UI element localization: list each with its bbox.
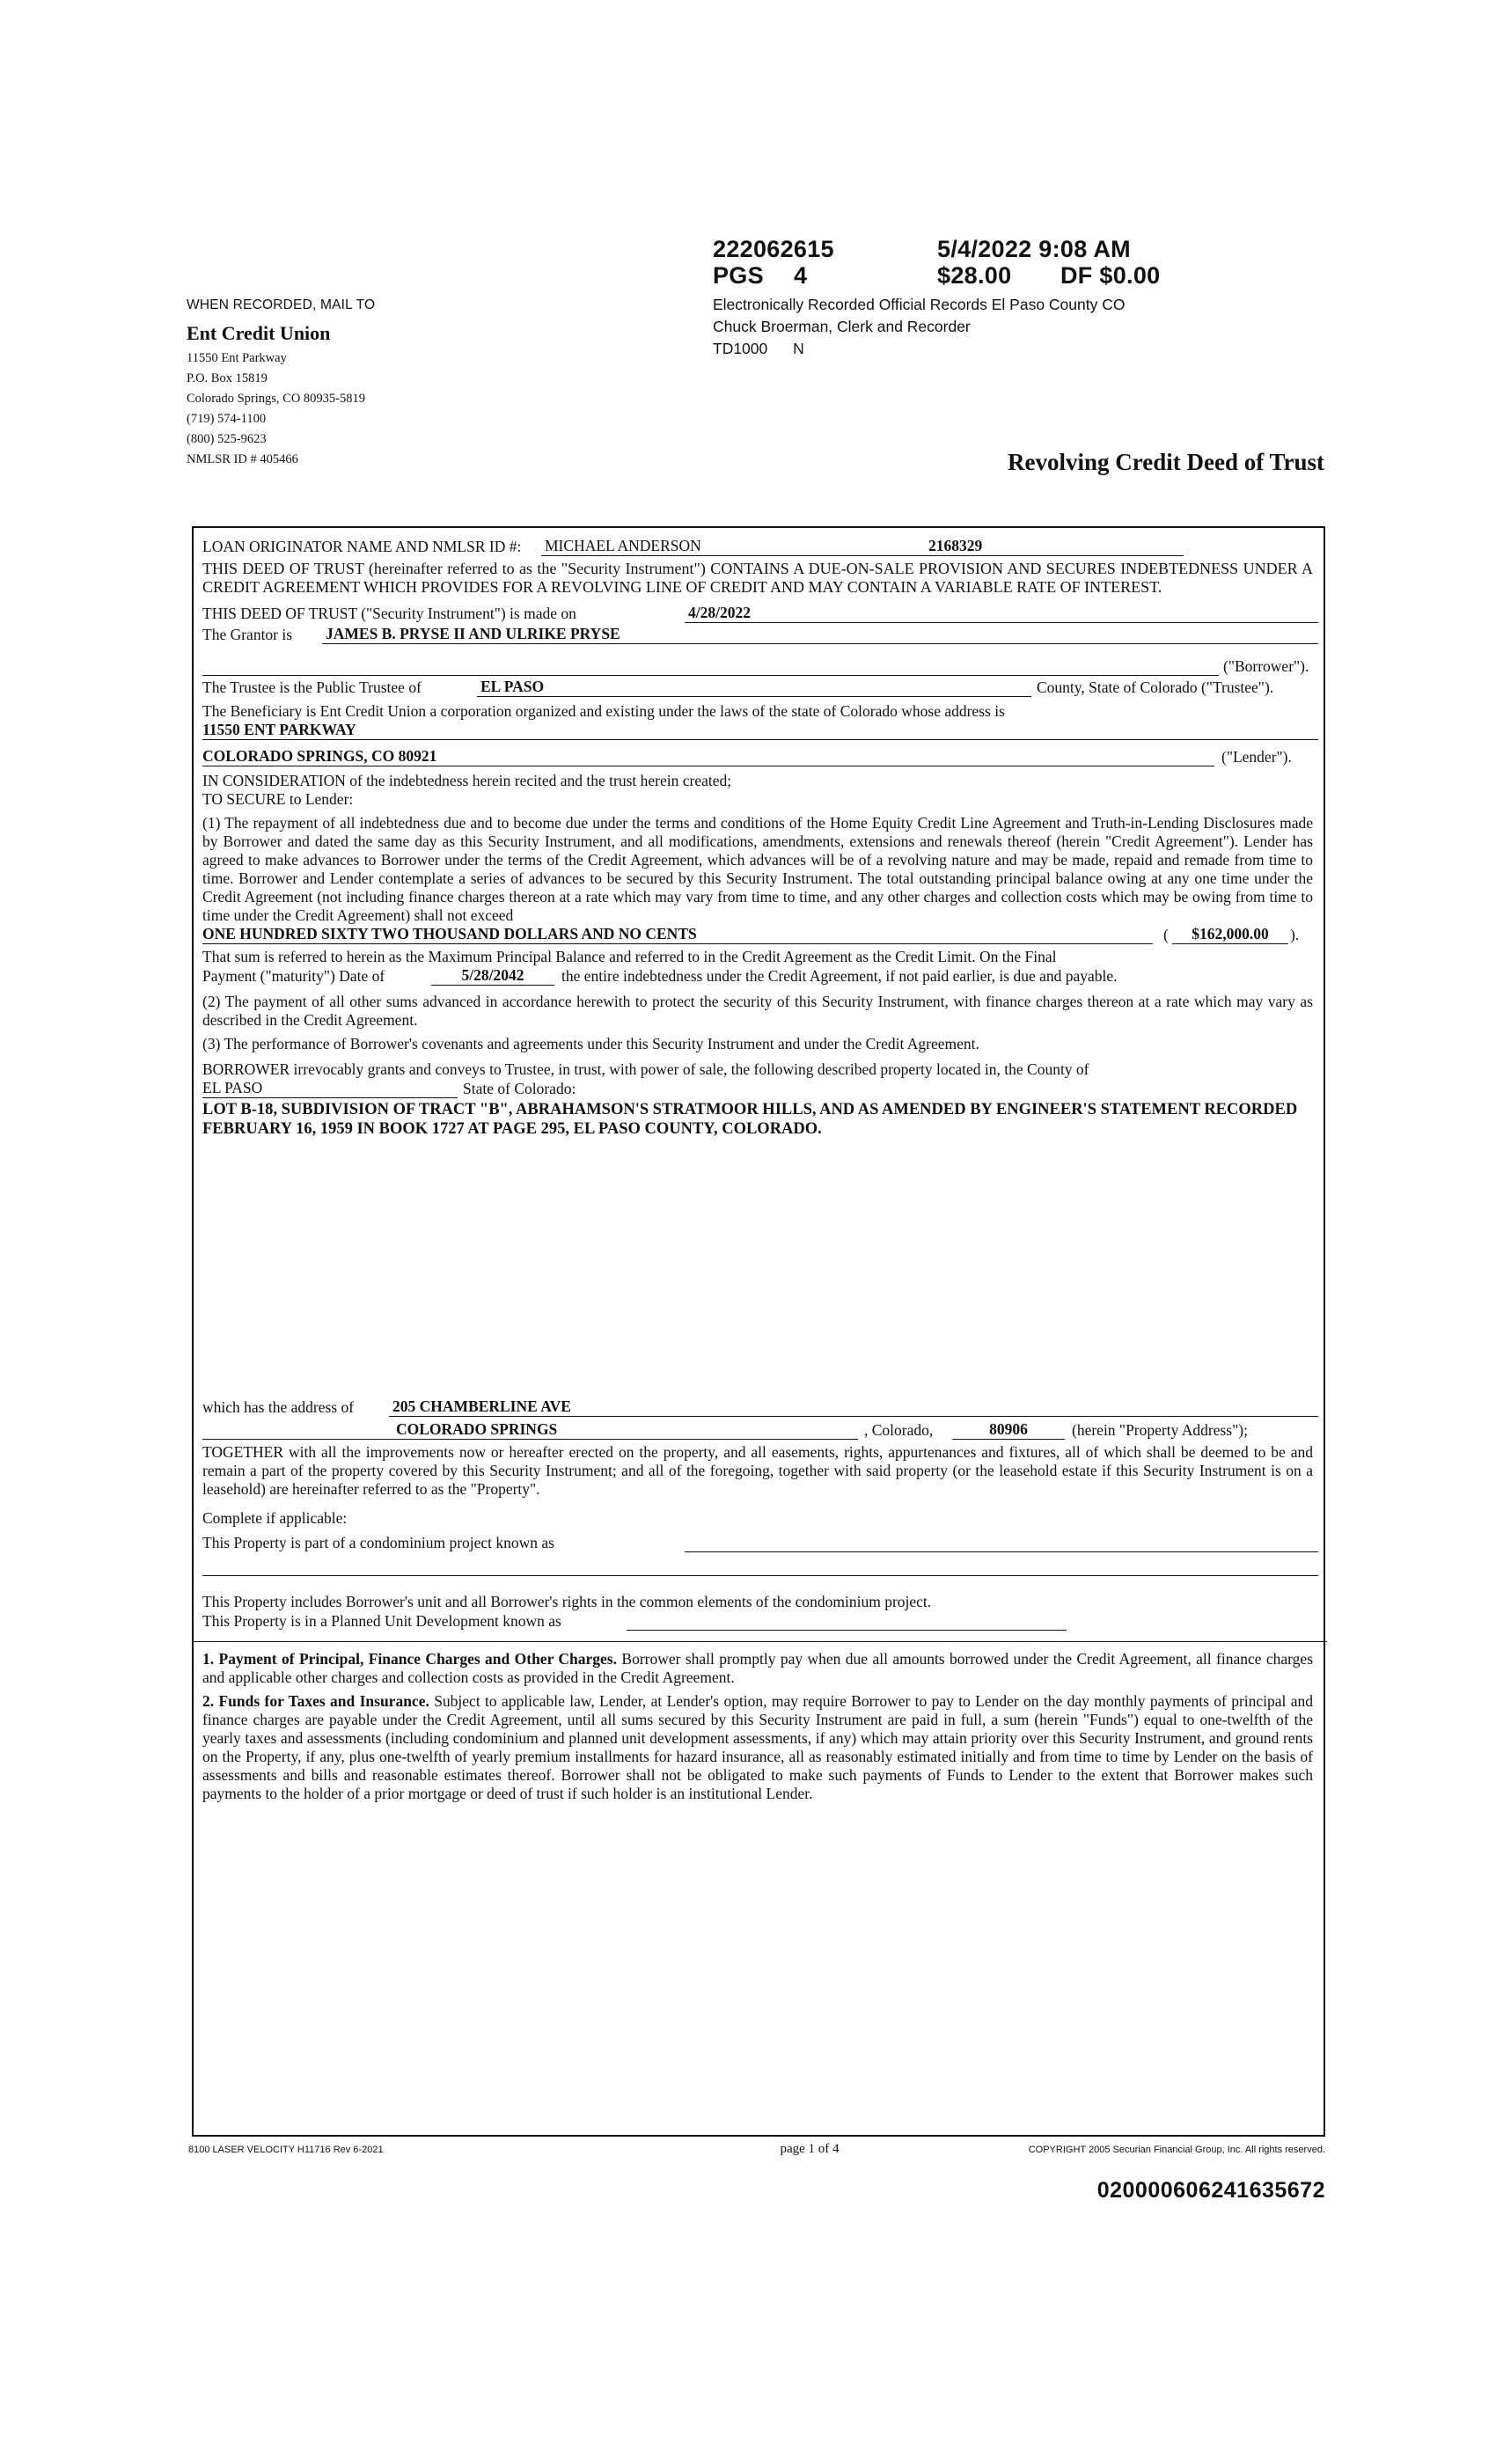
pud-blank-line (627, 1630, 1067, 1631)
maturity-label: Payment ("maturity") Date of (202, 967, 385, 985)
documentary-fee: DF $0.00 (1060, 262, 1161, 289)
lender-tag: ("Lender"). (1221, 748, 1292, 766)
property-city: COLORADO SPRINGS (202, 1420, 858, 1440)
originator-label: LOAN ORIGINATOR NAME AND NMLSR ID #: (202, 538, 522, 555)
pages-count: 4 (794, 262, 808, 289)
property-address-tag: (herein "Property Address"); (1072, 1421, 1248, 1439)
mail-to-line: NMLSR ID # 405466 (187, 452, 298, 466)
recording-stamp (713, 236, 1206, 360)
property-address-label: which has the address of (202, 1398, 355, 1416)
max-amount-close: ). (1290, 926, 1300, 943)
page-number: page 1 of 4 (780, 2142, 840, 2156)
paragraph-3: (3) The performance of Borrower's covenants and agreements under this Security Instrument and under the Credit Agreement. (202, 1035, 979, 1052)
footer-form-number: 8100 LASER VELOCITY H11716 Rev 6-2021 (188, 2145, 384, 2155)
pages-label: PGS (713, 262, 764, 289)
recording-code-value: TD1000 (713, 340, 768, 357)
property-state-label: , Colorado, (864, 1421, 934, 1439)
trustee-row (202, 678, 1313, 699)
section-divider (194, 1641, 1327, 1642)
recording-code-flag: N (793, 340, 804, 357)
trustee-suffix: County, State of Colorado ("Trustee"). (1037, 678, 1274, 696)
max-amount-open: ( (1163, 926, 1169, 943)
originator-row (202, 535, 1313, 558)
mail-to-name: Ent Credit Union (187, 322, 331, 344)
condo-blank-line (685, 1551, 1318, 1552)
secure-text: TO SECURE to Lender: (202, 790, 354, 808)
maturity-post: the entire indebtedness under the Credit Agreement, if not paid earlier, is due and payable. (561, 967, 1118, 985)
mail-to-line: Colorado Springs, CO 80935-5819 (187, 392, 365, 406)
trustee-label: The Trustee is the Public Trustee of (202, 678, 422, 696)
paragraph-2: (2) The payment of all other sums advanced in accordance herewith to protect the security of this Security Instrument, with finance charges thereon at a rate which may vary as described in the Credit Agreement. (202, 993, 1313, 1029)
pud-row (202, 1611, 1313, 1632)
made-on-date: 4/28/2022 (685, 604, 1318, 623)
lender-address-line2 (202, 742, 1313, 768)
grantor-row (202, 625, 1313, 646)
borrower-tag: ("Borrower"). (1223, 657, 1309, 675)
made-on-label: THIS DEED OF TRUST ("Security Instrument") is made on (202, 605, 576, 622)
recording-datetime: 5/4/2022 9:08 AM (937, 236, 1131, 262)
mail-to-block (187, 297, 468, 470)
section-1-heading: 1. Payment of Principal, Finance Charges and Other Charges. (202, 1650, 618, 1668)
trustee-county: EL PASO (477, 678, 1031, 697)
originator-id: 2168329 (928, 537, 1184, 556)
property-zip: 80906 (952, 1420, 1065, 1440)
mail-to-line: (719) 574-1100 (187, 412, 267, 426)
section-2-body: Subject to applicable law, Lender, at Lender's option, may require Borrower to pay to Lender on the day monthly payments of principal and finance charges are payable under the Credit Agreement, until all sums secured by this Security Instrument are paid in full, a sum (herein "Funds") equal to one-twelfth of the yearly taxes and assessments (including condominium and planned unit development assessments, if any) which may attain priority over this Security Instrument, and ground rents on the Property, if any, plus one-twelfth of yearly premium installments for hazard insurance, all as reasonably estimated initially and from time to time by Lender on the basis of assessments and bills and reasonable estimates thereof. Borrower shall not be obligated to make such payments of Funds to Lender to the extent that Borrower makes such payments to the holder of a prior mortgage or deed of trust if such holder is an institutional Lender. (202, 1692, 1314, 1802)
document-title: Revolving Credit Deed of Trust (1008, 449, 1324, 475)
recording-code (713, 338, 1206, 360)
recording-line-top (713, 236, 1206, 262)
together-paragraph: TOGETHER with all the improvements now or hereafter erected on the property, and all easements, rights, appurtenances and fixtures, all of which shall be deemed to be and remain a part of the property covered by this Security Instrument; and all of the foregoing, together with said property (or the leasehold estate if this Security Instrument is on a leasehold) are hereinafter referred to as the "Property". (202, 1443, 1313, 1498)
originator-name: MICHAEL ANDERSON (541, 537, 928, 556)
grant-text: BORROWER irrevocably grants and conveys to Trustee, in trust, with power of sale, the following described property located in, the County of (202, 1060, 1089, 1078)
borrower-blank-line (202, 675, 1219, 676)
condo-second-line (202, 1554, 1313, 1586)
section-2 (202, 1692, 1313, 1803)
lender-city: COLORADO SPRINGS, CO 80921 (202, 747, 1214, 766)
intro-paragraph: THIS DEED OF TRUST (hereinafter referred to as the "Security Instrument") CONTAINS A DUE-ON-SALE PROVISION AND SECURES INDEBTEDNESS UNDER A CREDIT AGREEMENT WHICH PROVIDES FOR A REVOLVING LINE OF CREDIT AND MAY CONTAIN A VARIABLE RATE OF INTEREST. (202, 560, 1313, 596)
section-1 (202, 1650, 1313, 1687)
borrower-row (202, 646, 1313, 678)
maturity-intro: That sum is referred to herein as the Maximum Principal Balance and referred to in the Credit Agreement as the Credit Limit. On the Final (202, 948, 1057, 965)
grantor-label: The Grantor is (202, 626, 293, 643)
condo-continuation-line (202, 1575, 1318, 1576)
section-1-body: Borrower shall promptly pay when due all amounts borrowed under the Credit Agreement, all finance charges and applicable other charges and collection costs as provided in the Credit Agreement. (202, 1650, 1314, 1686)
legal-description: LOT B-18, SUBDIVISION OF TRACT "B", ABRAHAMSON'S STRATMOOR HILLS, AND AS AMENDED BY ENGINEER'S STATEMENT RECORDED FEBRUARY 16, 1959 IN BOOK 1727 AT PAGE 295, EL PASO COUNTY, COLORADO. (202, 1101, 1298, 1138)
mail-to-header: WHEN RECORDED, MAIL TO (187, 297, 376, 312)
section-divider-wrap (202, 1632, 1313, 1650)
max-amount-row (202, 925, 1313, 946)
lender-street: 11550 ENT PARKWAY (202, 721, 1318, 740)
pud-label: This Property is in a Planned Unit Development known as (202, 1612, 561, 1630)
mail-to-line: (800) 525-9623 (187, 432, 267, 446)
grantor-names: JAMES B. PRYSE II AND ULRIKE PRYSE (322, 625, 1318, 644)
recording-line-fees (713, 262, 1206, 289)
condo-label: This Property is part of a condominium project known as (202, 1534, 554, 1551)
property-street: 205 CHAMBERLINE AVE (389, 1397, 1318, 1417)
beneficiary-text: The Beneficiary is Ent Credit Union a corporation organized and existing under the laws of the state of Colorado whose address is (202, 702, 1005, 720)
max-amount-words: ONE HUNDRED SIXTY TWO THOUSAND DOLLARS AND NO CENTS (202, 925, 1153, 944)
recording-clerk: Chuck Broerman, Clerk and Recorder (713, 318, 971, 335)
recording-office: Electronically Recorded Official Records El Paso County CO (713, 296, 1126, 313)
condo-row (202, 1528, 1313, 1554)
lender-address-line1 (202, 721, 1313, 742)
mail-to-line: 11550 Ent Parkway (187, 351, 287, 365)
consideration-text: IN CONSIDERATION of the indebtedness herein recited and the trust herein created; (202, 772, 732, 789)
maturity-date: 5/28/2042 (431, 966, 554, 986)
barcode-number: 020000606241635672 (1096, 2178, 1325, 2203)
mail-to-line: P.O. Box 15819 (187, 371, 268, 385)
recording-fee: $28.00 (937, 262, 1012, 289)
section-2-heading: 2. Funds for Taxes and Insurance. (202, 1692, 429, 1710)
property-county: EL PASO (202, 1079, 458, 1098)
maturity-row (202, 966, 1313, 987)
complete-if-applicable: Complete if applicable: (202, 1509, 348, 1527)
recording-number: 222062615 (713, 236, 834, 262)
footer-copyright: COPYRIGHT 2005 Securian Financial Group, Inc. All rights reserved. (1028, 2145, 1325, 2155)
property-city-row (202, 1419, 1313, 1441)
made-on-row (202, 604, 1313, 625)
property-address-row (202, 1396, 1313, 1419)
paragraph-1: (1) The repayment of all indebtedness due and to become due under the terms and conditions of the Home Equity Credit Line Agreement and Truth-in-Lending Disclosures made by Borrower and dated the same day as this Security Instrument, and all modifications, amendments, extensions and renewals thereof (herein "Credit Agreement"). Lender has agreed to make advances to Borrower under the terms of the Credit Agreement, which advances will be of a revolving nature and may be made, repaid and remade from time to time. Borrower and Lender contemplate a series of advances to be secured by this Security Instrument. The total outstanding principal balance owing at any one time under the Credit Agreement (not including finance charges thereon at a rate which may vary from time to time, and any other charges and collection costs which may be owing from time to time under the Credit Agreement) shall not exceed (202, 814, 1313, 924)
deed-form (192, 526, 1325, 2137)
max-amount-figure: $162,000.00 (1172, 925, 1288, 944)
property-state: State of Colorado: (463, 1080, 576, 1097)
property-county-row (202, 1079, 1313, 1100)
condo-rights: This Property includes Borrower's unit and all Borrower's rights in the common elements of the condominium project. (202, 1593, 932, 1610)
